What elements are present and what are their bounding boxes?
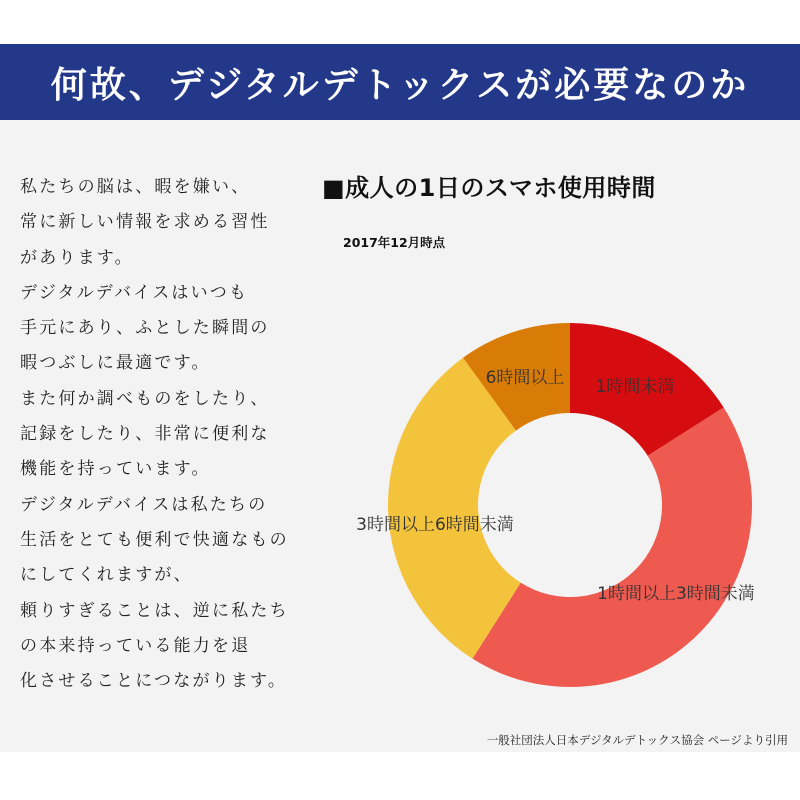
body-text-line: 機能を持っています。 (20, 459, 211, 480)
slice-label: 3時間以上6時間未満 (356, 515, 514, 535)
body-text-line: デジタルデバイスはいつも (20, 282, 249, 303)
banner-title: 何故、デジタルデトックスが必要なのか (50, 64, 750, 106)
bottom-margin (0, 752, 800, 800)
donut-slice (472, 407, 752, 687)
body-text-line: 頼りすぎることは、逆に私たち (20, 600, 289, 621)
body-text-line: 暇つぶしに最適です。 (20, 353, 211, 374)
body-text-line: デジタルデバイスは私たちの (20, 494, 268, 515)
body-text-line: 記録をしたり、非常に便利な (20, 424, 270, 445)
body-text-line: があります。 (20, 247, 134, 268)
slice-label: 6時間以上 (485, 368, 565, 388)
body-text-line: また何か調べものをしたり、 (20, 388, 270, 409)
body-text-line: 常に新しい情報を求める習性 (20, 212, 270, 233)
body-text-line: 化させることにつながります。 (20, 671, 288, 692)
body-text-line: 手元にあり、ふとした瞬間の (20, 318, 270, 339)
chart-title: ■成人の1日のスマホ使用時間 (322, 174, 656, 202)
slice-label: 1時間以上3時間未満 (597, 584, 755, 604)
body-text-line: 私たちの脳は、暇を嫌い、 (20, 177, 251, 197)
source-credit: 一般社団法人日本デジタルデトックス協会 ページより引用 (486, 733, 788, 747)
slice-label: 1時間未満 (595, 377, 675, 397)
body-text-line: にしてくれますが、 (20, 565, 193, 586)
body-text-line: 生活をとても便利で快適なもの (20, 529, 289, 550)
chart-subtitle: 2017年12月時点 (343, 235, 446, 250)
body-text-line: の本来持っている能力を退 (20, 635, 251, 656)
